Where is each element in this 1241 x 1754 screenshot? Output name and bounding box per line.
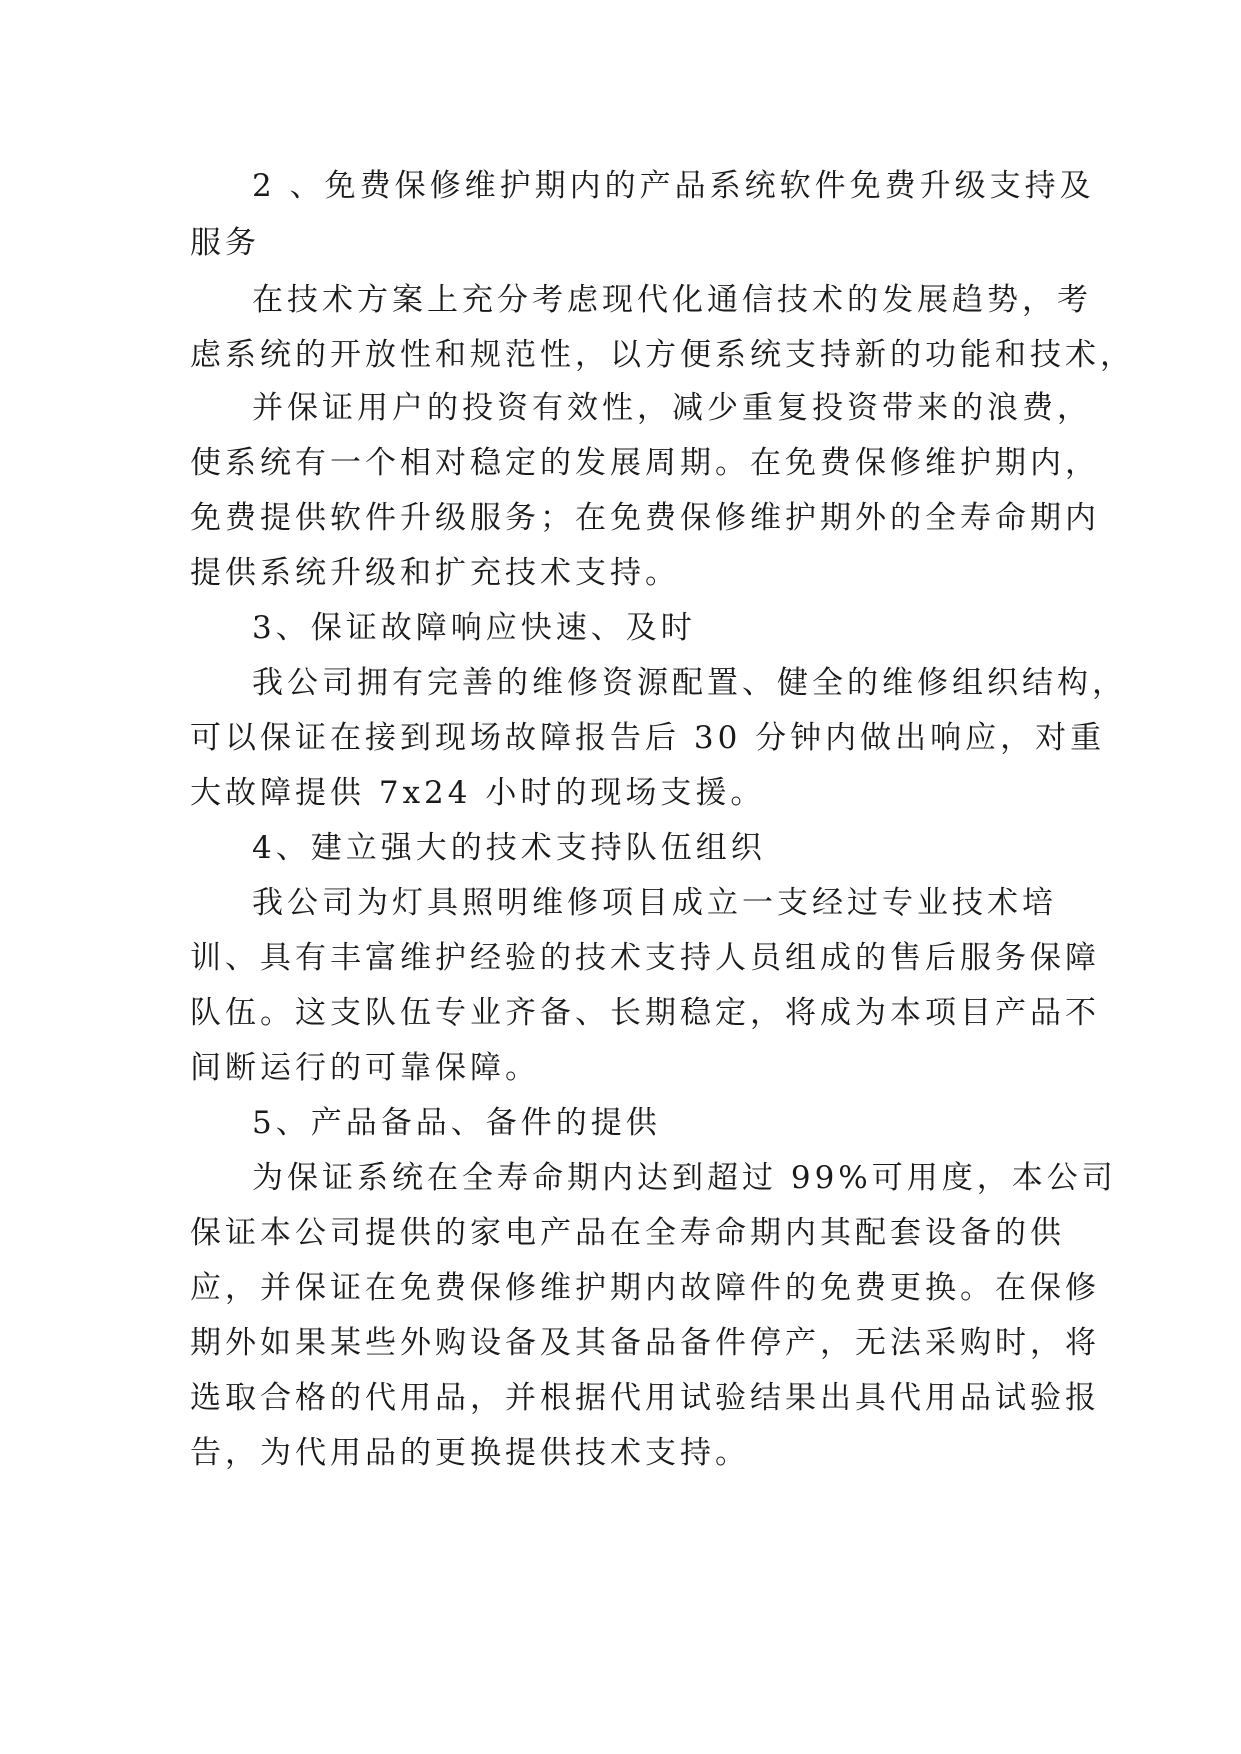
paragraph-line: 免费提供软件升级服务；在免费保修维护期外的全寿命期内 [190,500,1100,536]
section-4-heading: 4、建立强大的技术支持队伍组织 [252,830,766,866]
paragraph-line: 间断运行的可靠保障。 [190,1050,540,1086]
paragraph-line: 大故障提供 7x24 小时的现场支援。 [190,775,766,811]
paragraph-line: 使系统有一个相对稳定的发展周期。在免费保修维护期内， [190,445,1100,481]
paragraph-line: 可以保证在接到现场故障报告后 30 分钟内做出响应，对重 [190,720,1106,756]
paragraph-line: 我公司拥有完善的维修资源配置、健全的维修组织结构， [252,665,1127,701]
paragraph-line: 期外如果某些外购设备及其备品备件停产，无法采购时，将 [190,1325,1100,1361]
paragraph-line: 保证本公司提供的家电产品在全寿命期内其配套设备的供 [190,1215,1065,1251]
section-3-heading: 3、保证故障响应快速、及时 [252,610,696,646]
paragraph-line: 应，并保证在免费保修维护期内故障件的免费更换。在保修 [190,1270,1100,1306]
section-2-heading-line-2: 服务 [190,225,260,261]
paragraph-line: 在技术方案上充分考虑现代化通信技术的发展趋势，考 [252,282,1092,318]
paragraph-line: 提供系统升级和扩充技术支持。 [190,555,680,591]
paragraph-line: 选取合格的代用品，并根据代用试验结果出具代用品试验报 [190,1380,1100,1416]
paragraph-line: 告，为代用品的更换提供技术支持。 [190,1435,750,1471]
section-5-heading: 5、产品备品、备件的提供 [252,1105,661,1141]
paragraph-line: 训、具有丰富维护经验的技术支持人员组成的售后服务保障 [190,940,1100,976]
paragraph-line: 并保证用户的投资有效性，减少重复投资带来的浪费， [252,390,1092,426]
paragraph-line: 我公司为灯具照明维修项目成立一支经过专业技术培 [252,885,1057,921]
section-2-heading-line-1: 2 、免费保修维护期内的产品系统软件免费升级支持及 [252,168,1095,204]
paragraph-line: 虑系统的开放性和规范性，以方便系统支持新的功能和技术， [190,337,1135,373]
paragraph-line: 队伍。这支队伍专业齐备、长期稳定，将成为本项目产品不 [190,995,1100,1031]
paragraph-line: 为保证系统在全寿命期内达到超过 99%可用度，本公司 [252,1160,1117,1196]
